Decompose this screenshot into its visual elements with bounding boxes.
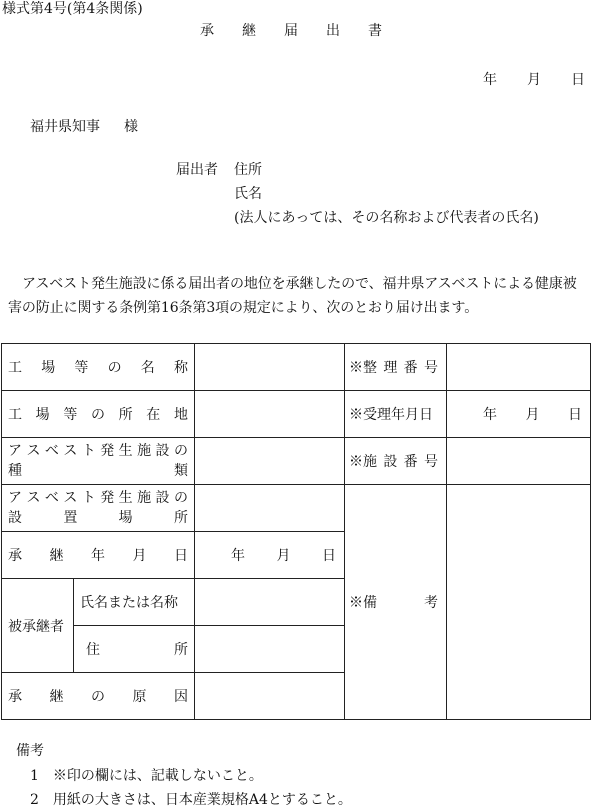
predecessor-name-label: 氏名または名称 xyxy=(74,579,195,626)
label-char: 所 xyxy=(174,642,188,658)
label-char: 等 xyxy=(63,407,78,423)
notifier-label: 届出者 xyxy=(176,162,218,178)
predecessor-name-field[interactable] xyxy=(195,579,345,626)
notes-title: 備考 xyxy=(16,743,44,759)
label-char: 日 xyxy=(174,548,188,564)
label-char: 発 xyxy=(100,443,115,459)
title-char: 継 xyxy=(242,23,256,39)
date-year: 年 xyxy=(483,72,497,88)
notifier-note: (法人にあっては、その名称および代表者の氏名) xyxy=(234,210,539,226)
table-row xyxy=(2,344,591,391)
label-char: 生 xyxy=(118,443,133,459)
facility-place-label xyxy=(2,485,195,532)
predecessor-address-label xyxy=(74,626,195,673)
label-char: 称 xyxy=(173,360,188,376)
label-char: 工 xyxy=(8,360,22,376)
label-char: 施 xyxy=(137,443,152,459)
label-char: ト xyxy=(81,490,96,506)
label-char: 所 xyxy=(173,510,188,526)
label-char: 号 xyxy=(423,454,438,470)
factory-location-label xyxy=(2,391,195,438)
notifier-name-label: 氏名 xyxy=(234,186,262,202)
note-item: 2 用紙の大きさは、日本産業規格A4とすること。 xyxy=(30,792,352,808)
label-char: 考 xyxy=(424,595,438,611)
factory-location-field[interactable] xyxy=(195,391,345,438)
label-char: ア xyxy=(8,490,22,506)
table-row xyxy=(2,485,591,532)
title-char: 書 xyxy=(368,23,382,39)
label-char: ※整 xyxy=(349,360,377,376)
label-char: 発 xyxy=(100,490,115,506)
label-char: 年 xyxy=(91,548,105,564)
received-date-field[interactable] xyxy=(447,391,591,438)
succession-form-table xyxy=(1,343,591,720)
label-char: の xyxy=(91,689,105,705)
addressee-name: 福井県知事 xyxy=(30,119,100,135)
label-char: 等 xyxy=(74,360,89,376)
notifier-address-label: 住所 xyxy=(234,162,262,178)
label-char: 承 xyxy=(8,689,22,705)
submission-date xyxy=(483,69,585,89)
title-char: 届 xyxy=(284,23,298,39)
label-char: の xyxy=(173,490,188,506)
label-char: 番 xyxy=(403,360,418,376)
body-paragraph: アスベスト発生施設に係る届出者の地位を承継したので、福井県アスベストによる健康被害の防止に関する条例第16条第3項の規定により、次のとおり届け出ます。 xyxy=(8,276,577,316)
label-char: 因 xyxy=(174,689,188,705)
label-char: ス xyxy=(26,490,41,506)
label-char: 所 xyxy=(118,407,133,423)
label-char: 工 xyxy=(8,407,22,423)
label-char: の xyxy=(90,407,105,423)
label-char: 号 xyxy=(423,360,438,376)
ref-number-label xyxy=(345,344,447,391)
remarks-field[interactable] xyxy=(447,485,591,720)
label-char: 設 xyxy=(383,454,398,470)
date-month: 月 xyxy=(527,72,541,88)
date-day: 日 xyxy=(571,72,585,88)
label-char: 設 xyxy=(155,490,170,506)
label-char: ベ xyxy=(44,443,59,459)
label-char: 継 xyxy=(49,548,64,564)
label-char: 在 xyxy=(146,407,161,423)
facility-number-label xyxy=(345,438,447,485)
label-char: 施 xyxy=(137,490,152,506)
addressee xyxy=(30,116,138,136)
predecessor-address-field[interactable] xyxy=(195,626,345,673)
document-title xyxy=(200,20,382,40)
label-char: 種 xyxy=(8,463,22,479)
label-char: 場 xyxy=(41,360,56,376)
facility-number-field[interactable] xyxy=(447,438,591,485)
succession-date-field[interactable] xyxy=(195,532,345,579)
succession-reason-field[interactable] xyxy=(195,673,345,720)
label-char: 場 xyxy=(35,407,50,423)
date-month: 月 xyxy=(525,407,540,423)
label-char: 理 xyxy=(383,360,398,376)
label-char: 継 xyxy=(49,689,64,705)
factory-name-field[interactable] xyxy=(195,344,345,391)
title-char: 出 xyxy=(326,23,340,39)
ref-number-field[interactable] xyxy=(447,344,591,391)
predecessor-label: 被承継者 xyxy=(2,579,74,673)
date-year: 年 xyxy=(483,407,497,423)
facility-place-field[interactable] xyxy=(195,485,345,532)
label-char: ※施 xyxy=(349,454,377,470)
succession-date-label xyxy=(2,532,195,579)
date-month: 月 xyxy=(276,548,291,564)
label-char: 名 xyxy=(140,360,155,376)
factory-name-label xyxy=(2,344,195,391)
date-day: 日 xyxy=(322,548,336,564)
label-char: ※備 xyxy=(349,595,377,611)
label-char: 原 xyxy=(132,689,147,705)
facility-type-field[interactable] xyxy=(195,438,345,485)
label-char: 住 xyxy=(86,642,100,658)
label-char: ス xyxy=(63,490,78,506)
date-day: 日 xyxy=(568,407,582,423)
label-char: ア xyxy=(8,443,22,459)
table-row xyxy=(2,391,591,438)
label-char: ト xyxy=(81,443,96,459)
title-char: 承 xyxy=(200,23,214,39)
label-char: 類 xyxy=(174,463,188,479)
label-char: 場 xyxy=(118,510,133,526)
label-char: ベ xyxy=(44,490,59,506)
label-char: 置 xyxy=(63,510,78,526)
facility-type-label xyxy=(2,438,195,485)
label-char: の xyxy=(173,443,188,459)
addressee-honorific: 様 xyxy=(124,119,138,135)
label-char: 番 xyxy=(403,454,418,470)
label-char: 設 xyxy=(155,443,170,459)
label-char: 生 xyxy=(118,490,133,506)
label-char: の xyxy=(107,360,122,376)
received-date-label: ※受理年月日 xyxy=(345,391,447,438)
form-number-label: 様式第4号(第4条関係) xyxy=(2,1,143,17)
table-row xyxy=(2,438,591,485)
label-char: ス xyxy=(26,443,41,459)
remarks-label xyxy=(345,485,447,720)
label-char: 承 xyxy=(8,548,22,564)
note-item: 1 ※印の欄には、記載しないこと。 xyxy=(30,768,263,784)
label-char: 設 xyxy=(8,510,22,526)
label-char: ス xyxy=(63,443,78,459)
label-char: 月 xyxy=(132,548,147,564)
succession-reason-label xyxy=(2,673,195,720)
date-year: 年 xyxy=(231,548,245,564)
label-char: 地 xyxy=(173,407,188,423)
